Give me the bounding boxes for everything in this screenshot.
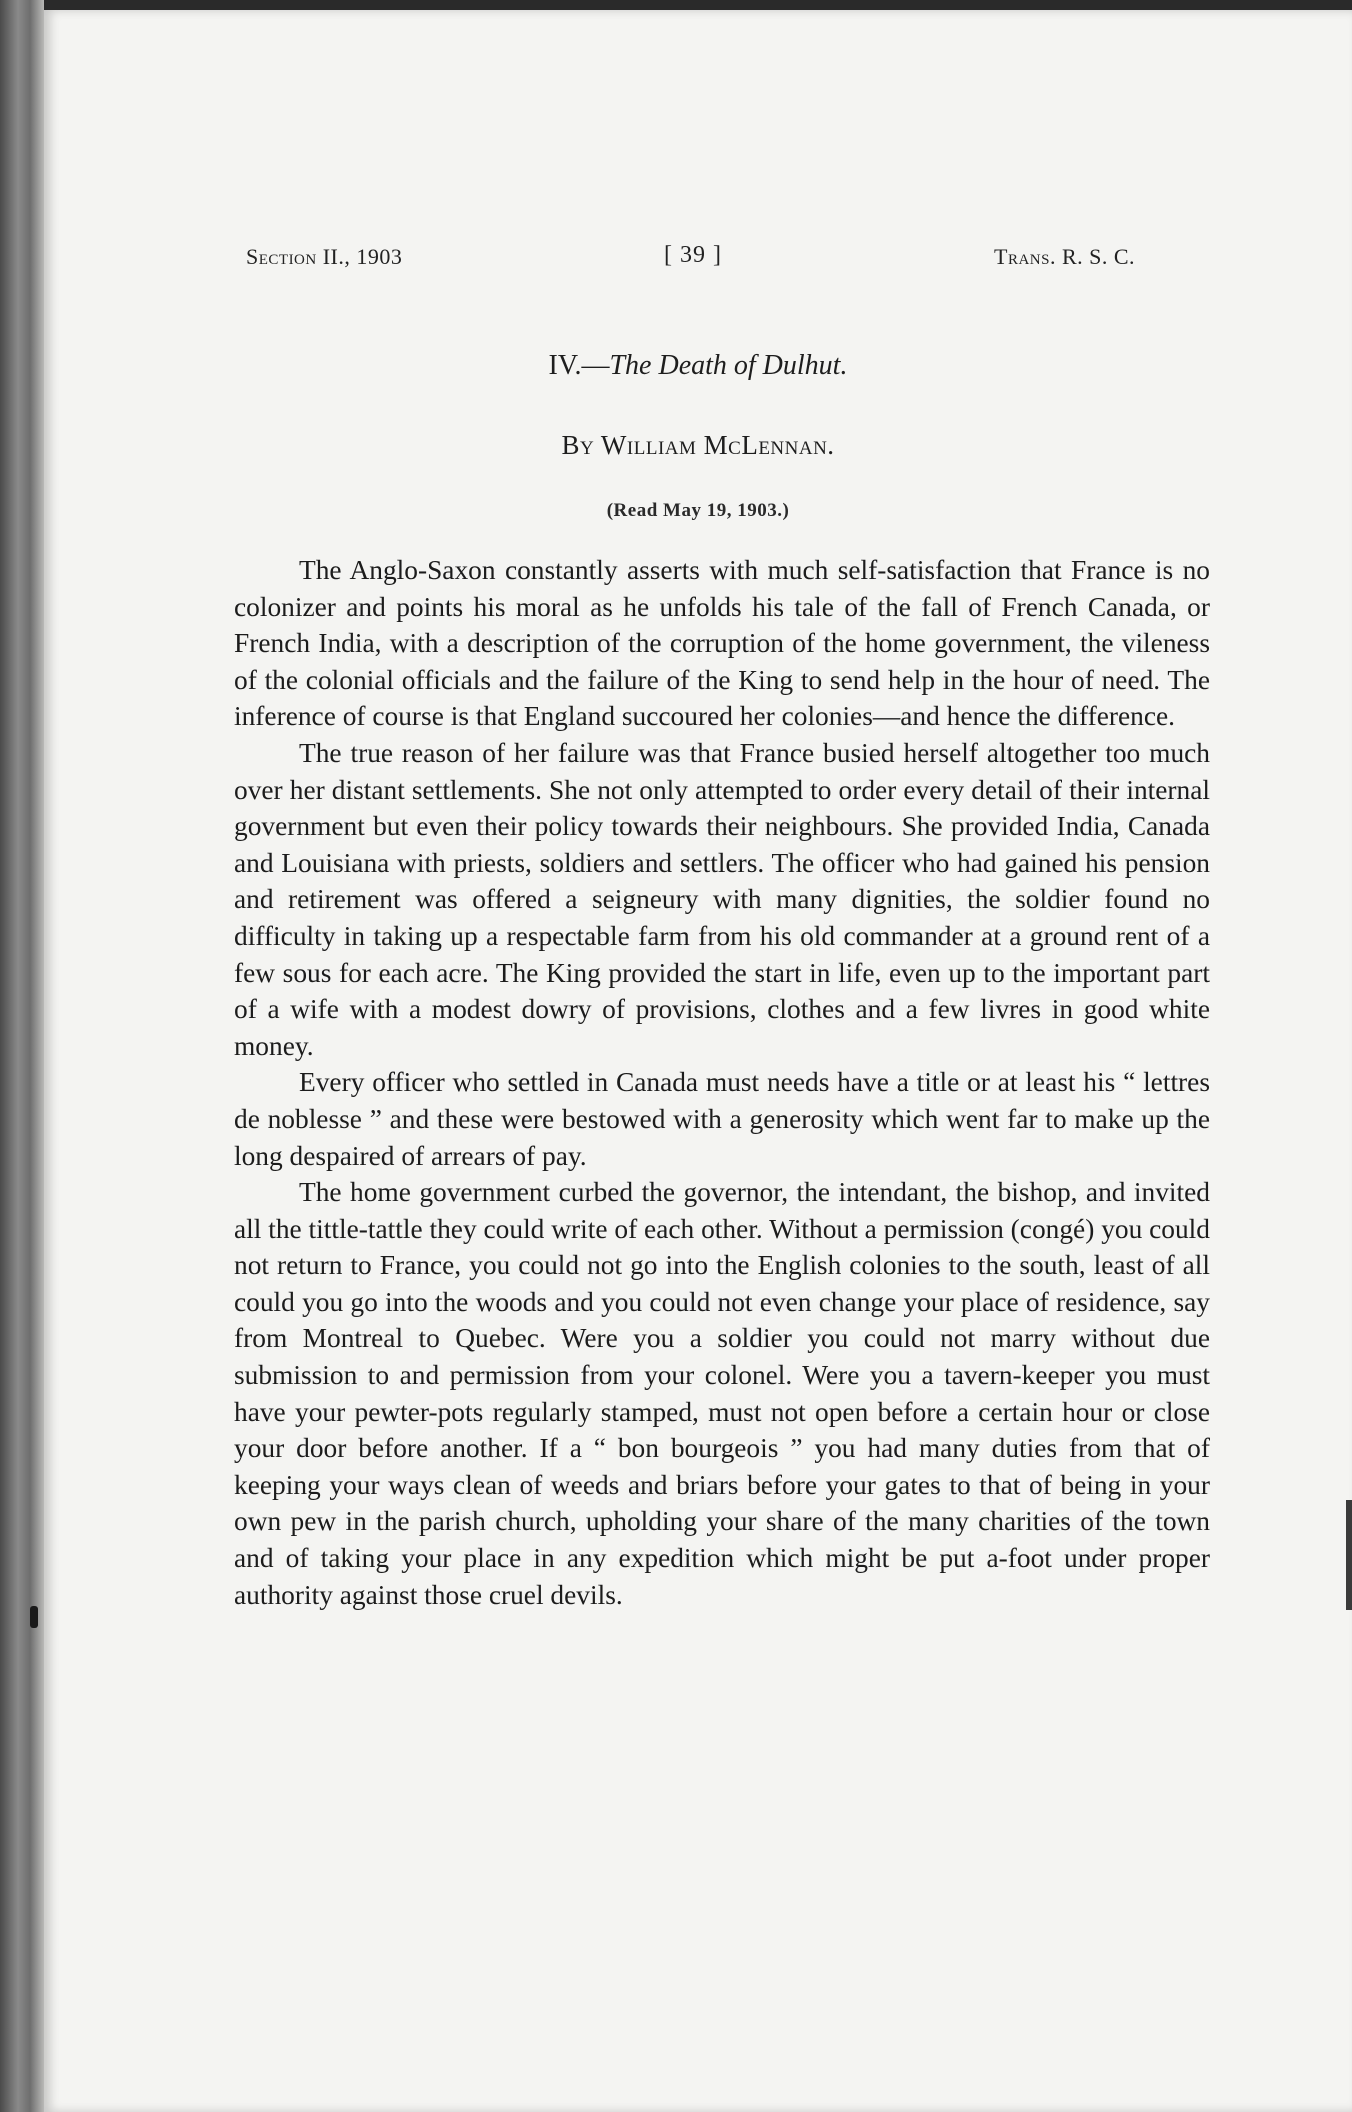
title-text: The Death of Dulhut. bbox=[609, 350, 848, 381]
title-number: IV.— bbox=[548, 350, 610, 381]
paragraph: The home government curbed the governor, the intendant, the bishop, and invited all the tittle-tattle they could write of each other. Without a permission (congé) you could not return to France, you could not go into the English colonies to the south, least of all could you go into the woods and you could not even change your place of residence, say from Montreal to Quebec. Were you a soldier you could not marry without due submission to and permission from your colonel. Were you a tavern-keeper you must have your pewter-pots regularly stamped, must not open before a certain hour or close your door before another. If a “ bon bourgeois ” you had many duties from that of keeping your ways clean of weeds and briars before your gates to that of being in your own pew in the parish church, upholding your share of the many charities of the town and of taking your place in any expedition which might be put a-foot under proper authority against those cruel devils. bbox=[234, 1177, 1210, 1610]
read-date-note: (Read May 19, 1903.) bbox=[606, 500, 790, 521]
running-head bbox=[44, 234, 1352, 274]
article-body bbox=[234, 552, 1210, 1613]
header-page-number: [ 39 ] bbox=[664, 242, 722, 268]
paragraph: Every officer who settled in Canada must needs have a title or at least his “ lettres de noblesse ” and these were bestowed with a generosity which went far to make up the long despaired of arrears of pay. bbox=[234, 1067, 1210, 1171]
article-title bbox=[44, 350, 1352, 382]
header-journal: Trans. R. S. C. bbox=[994, 244, 1136, 269]
paragraph: The Anglo-Saxon constantly asserts with much self-satisfaction that France is no colonizer and points his moral as he unfolds his tale of the fall of French Canada, or French India, with a description of the corruption of the home government, the vileness of the colonial officials and the failure of the King to send help in the hour of need. The inference of course is that England succoured her colonies—and hence the difference. bbox=[234, 555, 1210, 732]
paragraph: The true reason of her failure was that France busied herself altogether too much over her distant settlements. She not only attempted to order every detail of their internal government but even their policy towards their neighbours. She provided India, Canada and Louisiana with priests, soldiers and settlers. The officer who had gained his pension and retirement was offered a seigneury with many dignities, the soldier found no difficulty in taking up a respectable farm from his old commander at a ground rent of a few sous for each acre. The King provided the start in life, even up to the important part of a wife with a modest dowry of provisions, clothes and a few livres in good white money. bbox=[234, 737, 1210, 1061]
document-page bbox=[44, 10, 1352, 2112]
scan-binding-edge bbox=[0, 0, 44, 2112]
article-author: By William McLennan. bbox=[561, 430, 835, 460]
scan-binding-mark bbox=[30, 1606, 38, 1628]
scan-ink-mark bbox=[1346, 1500, 1352, 1610]
header-section: Section II., 1903 bbox=[246, 244, 403, 269]
